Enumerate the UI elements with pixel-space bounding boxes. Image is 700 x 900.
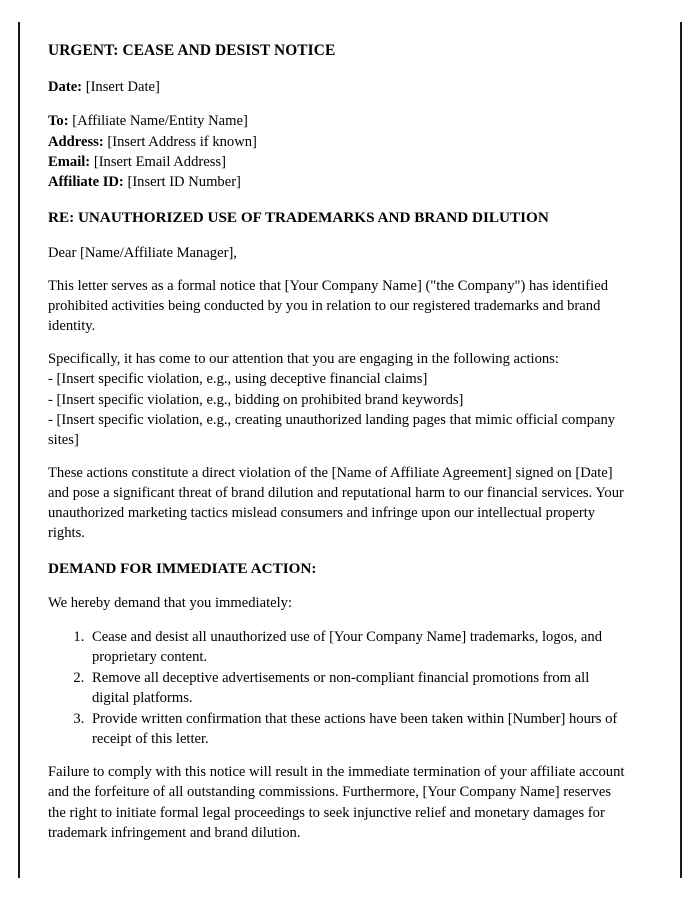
- violation-item-3: - [Insert specific violation, e.g., creating unauthorized landing pages that mimic official company sites]: [48, 411, 616, 448]
- email-field: [48, 152, 628, 172]
- to-field: [48, 111, 628, 131]
- email-value: [Insert Email Address]: [93, 153, 226, 170]
- affiliate-id-value: [Insert ID Number]: [127, 173, 241, 190]
- affiliate-id-label: Affiliate ID:: [48, 173, 124, 190]
- demand-intro: We hereby demand that you immediately:: [48, 595, 293, 612]
- list-item: 1. Cease and desist all unauthorized use of [Your Company Name] trademarks, logos, and proprietary content.: [88, 627, 628, 667]
- to-label: To:: [48, 113, 69, 130]
- violation-item-1: - [Insert specific violation, e.g., using deceptive financial claims]: [48, 371, 428, 388]
- list-item: 2. Remove all deceptive advertisements or non-compliant financial promotions from all digital platforms.: [88, 668, 628, 708]
- date-field: [48, 77, 628, 97]
- address-label: Address:: [48, 133, 104, 150]
- demand-heading: DEMAND FOR IMMEDIATE ACTION:: [48, 560, 317, 578]
- list-item: 3. Provide written confirmation that these actions have been taken within [Number] hours of receipt of this letter.: [88, 709, 628, 749]
- salutation: Dear [Name/Affiliate Manager],: [48, 244, 237, 261]
- date-label: Date:: [48, 79, 83, 96]
- document-title: URGENT: CEASE AND DESIST NOTICE: [48, 42, 336, 59]
- address-field: [48, 132, 628, 152]
- email-label: Email:: [48, 153, 91, 170]
- date-value: [Insert Date]: [85, 79, 160, 96]
- document-body: [48, 40, 628, 856]
- paragraph-agreement-violation: These actions constitute a direct violation of the [Name of Affiliate Agreement] signed on [Date] and pose a significant threat of brand dilution and reputational harm to our financial services. Your unauthorized marketing tactics mislead consumers and infringe upon our intellectual property rights.: [48, 464, 624, 542]
- to-value: [Affiliate Name/Entity Name]: [72, 113, 248, 130]
- violations-intro: Specifically, it has come to our attention that you are engaging in the following actions:: [48, 351, 559, 368]
- address-value: [Insert Address if known]: [107, 133, 257, 150]
- subject-line: RE: UNAUTHORIZED USE OF TRADEMARKS AND BRAND DILUTION: [48, 208, 549, 226]
- violation-item-2: - [Insert specific violation, e.g., bidding on prohibited brand keywords]: [48, 391, 464, 408]
- demand-list: [48, 627, 628, 750]
- paragraph-formal-notice: This letter serves as a formal notice that [Your Company Name] ("the Company") has identified prohibited activities being conducted by you in relation to our registered trademarks and brand identity.: [48, 277, 608, 335]
- affiliate-id-field: [48, 172, 628, 192]
- paragraph-consequences: Failure to comply with this notice will result in the immediate termination of your affiliate account and the forfeiture of all outstanding commissions. Furthermore, [Your Company Name] reserves the right to initiate formal legal proceedings to seek injunctive relief and monetary damages for trademark infringement and brand dilution.: [48, 764, 625, 841]
- recipient-block: [48, 111, 628, 192]
